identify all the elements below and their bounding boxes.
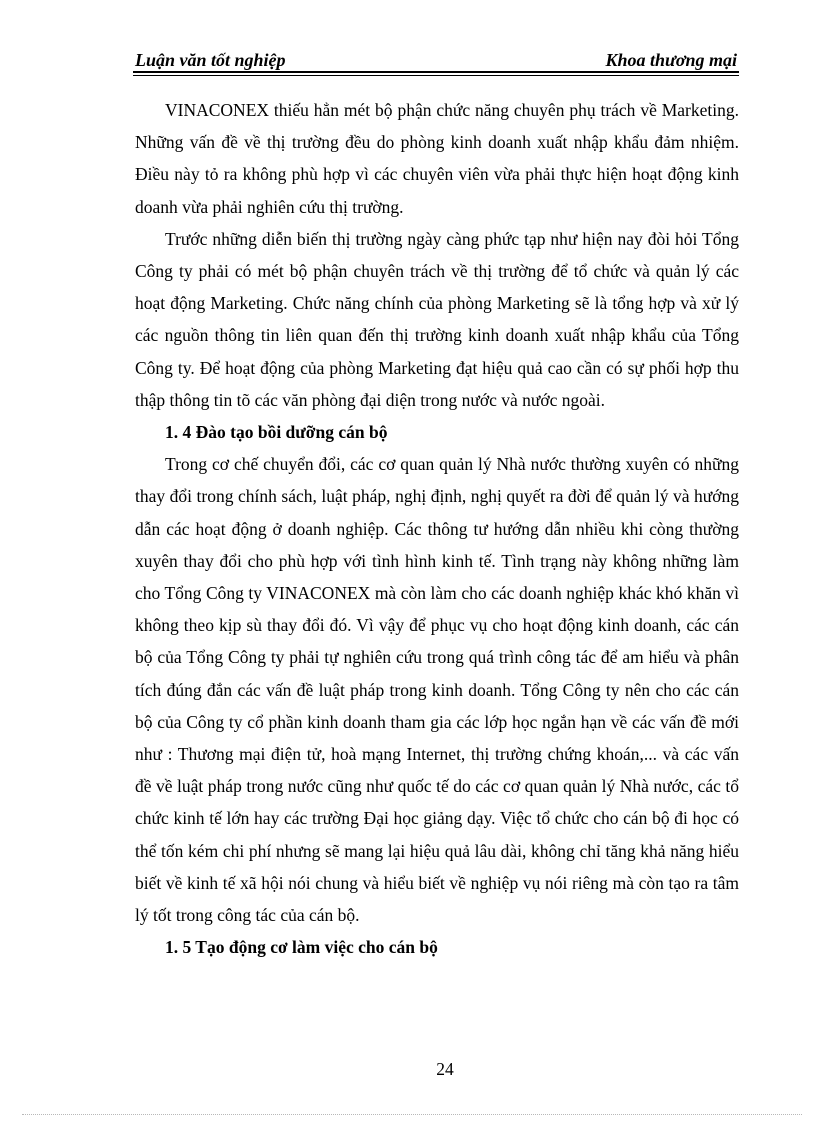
section-heading-training: 1. 4 Đào tạo bồi dưỡng cán bộ xyxy=(165,422,388,443)
page-header xyxy=(133,44,739,76)
header-thesis-title: Luận văn tốt nghiệp xyxy=(135,50,286,70)
header-rule-thick xyxy=(133,71,739,73)
header-rule-thin xyxy=(133,75,739,76)
section-heading-motivation: 1. 5 Tạo động cơ làm việc cho cán bộ xyxy=(165,937,438,958)
header-faculty-title: Khoa thương mại xyxy=(605,50,737,70)
paragraph-training: Trong cơ chế chuyển đổi, các cơ quan quản lý Nhà nước thường xuyên có những thay đổi trong chính sách, luật pháp, nghị định, nghị quyết ra đời để quản lý và hướng dẫn các hoạt động ở doanh nghiệp. Các thông tư hướng dẫn nhiều khi còng thường xuyên thay đổi cho phù hợp với tình hình kinh tế. Tình trạng này không những làm cho Tổng Công ty VINACONEX mà còn làm cho các doanh nghiệp khác khó khăn vì không theo kịp sù thay đổi đó. Vì vậy để phục vụ cho hoạt động kinh doanh, các cán bộ của Tổng Công ty phải tự nghiên cứu trong quá trình công tác để am hiểu và phân tích đúng đắn các vấn đề luật pháp trong kinh doanh. Tổng Công ty nên cho các cán bộ của Công ty cổ phần kinh doanh tham gia các lớp học ngắn hạn về các vấn đề mới như : Thương mại điện tử, hoà mạng Internet, thị trường chứng khoán,... và các vấn đề về luật pháp trong nước cũng như quốc tế do các cơ quan quản lý Nhà nước, các tổ chức kinh tế lớn hay các trường Đại học giảng dạy. Việc tổ chức cho cán bộ đi học có thể tốn kém chi phí nhưng sẽ mang lại hiệu quả lâu dài, không chỉ tăng khả năng hiểu biết về kinh tế xã hội nói chung và hiểu biết về nghiệp vụ nói riêng mà còn tạo ra tâm lý tốt trong công tác của cán bộ. xyxy=(135,454,739,926)
page-bottom-border xyxy=(22,1114,802,1115)
page-number: 24 xyxy=(436,1059,454,1079)
paragraph-marketing-gap: VINACONEX thiếu hẳn mét bộ phận chức năng chuyên phụ trách về Marketing. Những vấn đề về thị trường đều do phòng kinh doanh xuất nhập khẩu đảm nhiệm. Điều này tỏ ra không phù hợp vì các chuyên viên vừa phải thực hiện hoạt động kinh doanh vừa phải nghiên cứu thị trường. xyxy=(135,100,739,217)
paragraph-marketing-department: Trước những diễn biến thị trường ngày càng phức tạp như hiện nay đòi hỏi Tổng Công ty phải có mét bộ phận chuyên trách về thị trường để tổ chức và quản lý các hoạt động Marketing. Chức năng chính của phòng Marketing sẽ là tổng hợp và xử lý các nguồn thông tin liên quan đến thị trường kinh doanh xuất nhập khẩu của Tổng Công ty. Để hoạt động của phòng Marketing đạt hiệu quả cao cần có sự phối hợp thu thập thông tin tõ các văn phòng đại diện trong nước và nước ngoài. xyxy=(135,228,739,410)
document-body xyxy=(135,94,739,963)
